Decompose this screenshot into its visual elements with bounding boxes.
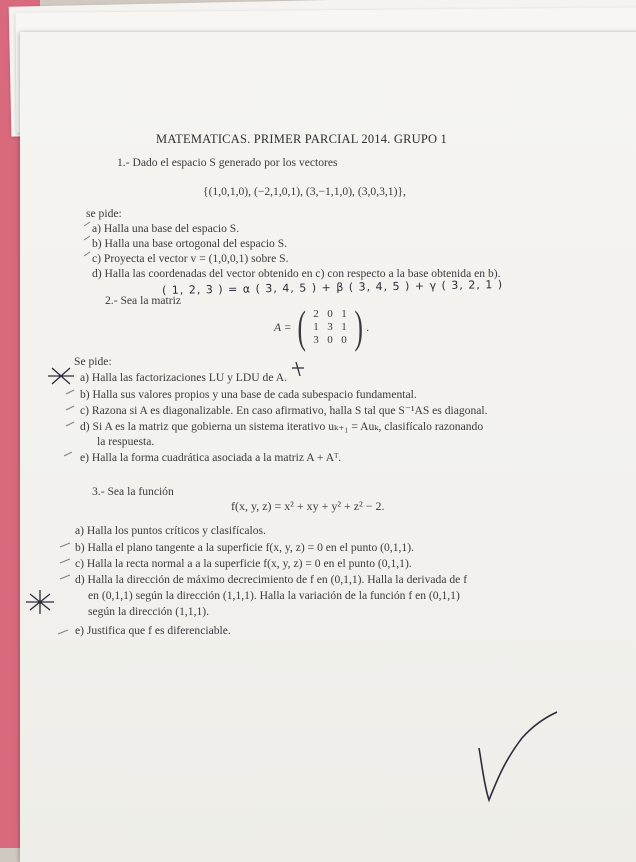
- matrix-cell: 3: [327, 320, 333, 333]
- right-paren: ): [354, 301, 363, 352]
- p3-function: f(x, y, z) = x² + xy + y² + z² − 2.: [231, 499, 385, 513]
- p3-intro: 3.- Sea la función: [92, 485, 174, 498]
- p1-se-pide: se pide:: [86, 207, 122, 220]
- p2-item-d-line1: d) Si A es la matriz que gobierna un sistema iterativo uₖ₊₁ = Auₖ, clasifícalo razonando: [80, 420, 484, 433]
- p1-item-c: c) Proyecta el vector v = (1,0,0,1) sobre S.: [92, 252, 289, 265]
- p3-item-d-line3: según la dirección (1,1,1).: [88, 605, 210, 618]
- p1-item-b: b) Halla una base ortogonal del espacio S.: [92, 237, 288, 250]
- matrix-cell: 1: [341, 320, 347, 333]
- p2-item-d-line2: la respuesta.: [97, 435, 155, 448]
- matrix-cell: 0: [341, 333, 347, 346]
- matrix-cell: 0: [327, 333, 333, 346]
- p3-item-e: e) Justifica que f es diferenciable.: [75, 624, 231, 637]
- matrix-cell: 0: [327, 307, 333, 320]
- matrix-cell: 1: [341, 307, 347, 320]
- p2-item-e: e) Halla la forma cuadrática asociada a la matriz A + Aᵀ.: [80, 451, 342, 464]
- exam-title: MATEMATICAS. PRIMER PARCIAL 2014. GRUPO 1: [156, 132, 448, 146]
- p1-item-d: d) Halla las coordenadas del vector obtenido en c) con respecto a la base obtenida en b).: [92, 267, 501, 280]
- p2-item-c: c) Razona si A es diagonalizable. En caso afirmativo, halla S tal que S⁻¹AS es diagonal.: [80, 404, 488, 417]
- p3-item-d-line2: en (0,1,1) según la dirección (1,1,1). Halla la variación de la función f en (0,1,1): [88, 589, 460, 602]
- matrix-cell: 2: [313, 307, 319, 320]
- matrix-lhs: A =: [274, 320, 292, 334]
- matrix-cell: 3: [313, 333, 319, 346]
- p1-intro: 1.- Dado el espacio S generado por los vectores: [117, 156, 338, 169]
- p3-item-c: c) Halla la recta normal a a la superficie f(x, y, z) = 0 en el punto (0,1,1).: [75, 557, 412, 570]
- p2-intro: 2.- Sea la matriz: [105, 294, 181, 307]
- p3-item-b: b) Halla el plano tangente a la superficie f(x, y, z) = 0 en el punto (0,1,1).: [75, 541, 414, 554]
- p3-item-d-line1: d) Halla la dirección de máximo decrecimiento de f en (0,1,1). Halla la derivada de f: [75, 573, 468, 586]
- p1-vectors: {(1,0,1,0), (−2,1,0,1), (3,−1,1,0), (3,0,3,1)},: [203, 185, 406, 198]
- matrix-grid: [309, 308, 351, 347]
- matrix-a: [274, 301, 370, 352]
- p2-item-a: a) Halla las factorizaciones LU y LDU de A.: [80, 371, 287, 384]
- handwritten-coordinates: ( 1, 2, 3 ) = α ( 3, 4, 5 ) + β ( 3, 4, 5 ) + γ ( 3, 2, 1 ): [161, 278, 504, 297]
- p1-item-a: a) Halla una base del espacio S.: [92, 222, 240, 235]
- left-paren: (: [297, 301, 306, 352]
- p2-item-b: b) Halla sus valores propios y una base de cada subespacio fundamental.: [80, 388, 417, 401]
- p2-se-pide: Se pide:: [74, 355, 112, 368]
- matrix-dot: .: [366, 320, 370, 334]
- p3-item-a: a) Halla los puntos críticos y clasifícalos.: [75, 524, 266, 537]
- matrix-cell: 1: [313, 320, 319, 333]
